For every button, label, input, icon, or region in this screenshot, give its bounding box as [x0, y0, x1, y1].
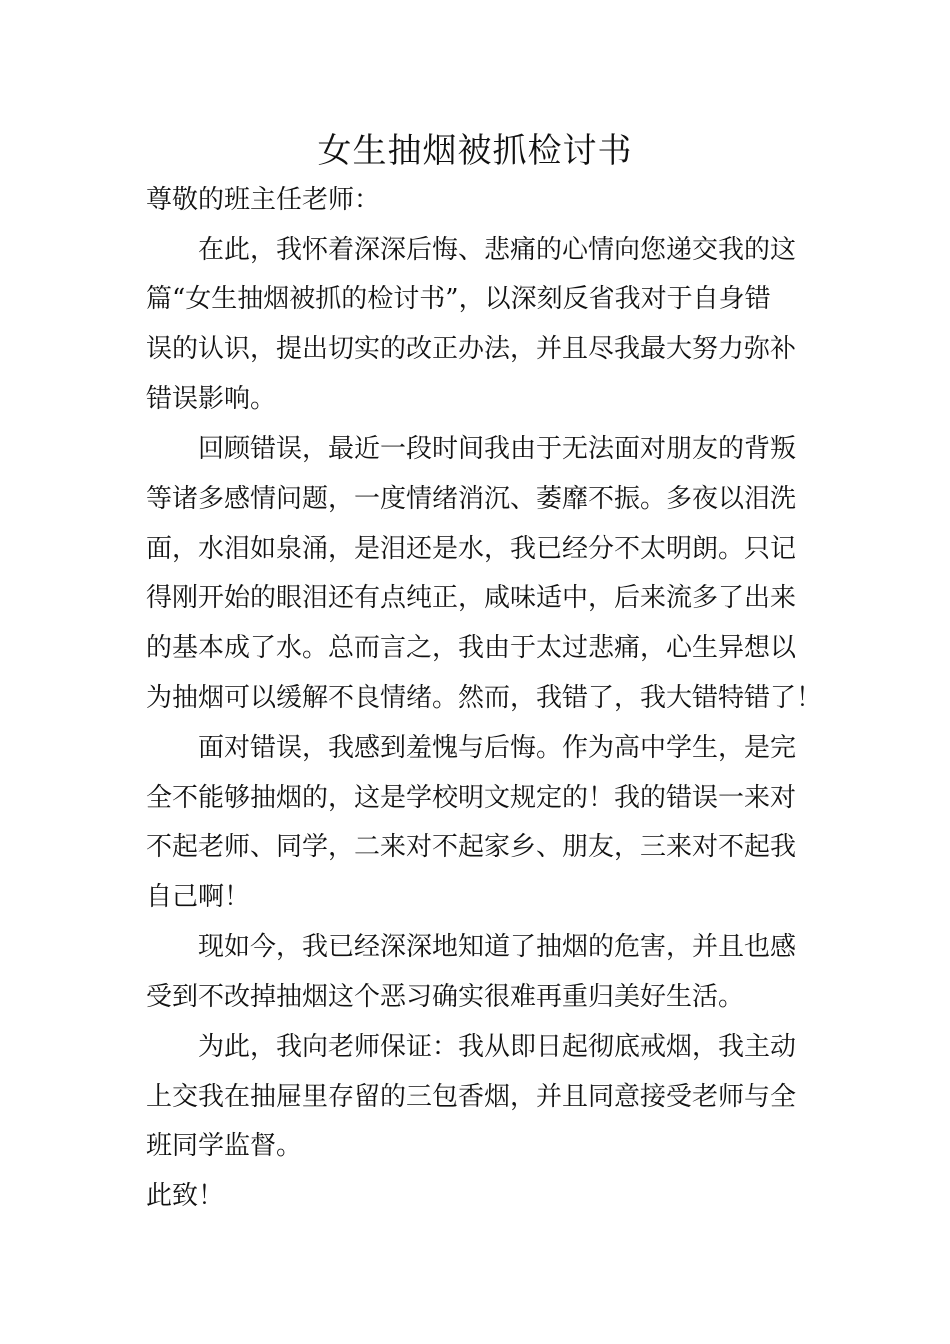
paragraph-line: 得刚开始的眼泪还有点纯正，咸味适中，后来流多了出来: [146, 583, 797, 613]
paragraph-line: 现如今，我已经深深地知道了抽烟的危害，并且也感: [198, 932, 797, 962]
paragraph-line: 等诸多感情问题，一度情绪消沉、萎靡不振。多夜以泪洗: [146, 484, 797, 514]
salutation: 尊敬的班主任老师：: [146, 185, 381, 215]
paragraph-line: 篇“女生抽烟被抓的检讨书”，以深刻反省我对于自身错: [146, 284, 771, 314]
paragraph-line: 在此，我怀着深深后悔、悲痛的心情向您递交我的这: [198, 235, 797, 265]
paragraph-line: 的基本成了水。总而言之，我由于太过悲痛，心生异想以: [146, 633, 797, 663]
paragraph-line: 面对错误，我感到羞愧与后悔。作为高中学生，是完: [198, 733, 797, 763]
paragraph-line: 班同学监督。: [146, 1131, 303, 1161]
closing-line: 此致！: [146, 1181, 225, 1211]
paragraph-line: 面，水泪如泉涌，是泪还是水，我已经分不太明朗。只记: [146, 534, 797, 564]
paragraph-line: 错误影响。: [146, 384, 277, 414]
document-title: 女生抽烟被抓检讨书: [317, 131, 633, 171]
paragraph-line: 自己啊！: [146, 882, 251, 912]
paragraph-line: 上交我在抽屉里存留的三包香烟，并且同意接受老师与全: [146, 1082, 797, 1112]
paragraph-line: 全不能够抽烟的，这是学校明文规定的！我的错误一来对: [146, 783, 797, 813]
paragraph-line: 误的认识，提出切实的改正办法，并且尽我最大努力弥补: [146, 334, 797, 364]
paragraph-line: 为抽烟可以缓解不良情绪。然而，我错了，我大错特错了！: [146, 683, 823, 713]
paragraph-line: 为此，我向老师保证：我从即日起彻底戒烟，我主动: [198, 1032, 797, 1062]
paragraph-line: 不起老师、同学，二来对不起家乡、朋友，三来对不起我: [146, 832, 797, 862]
paragraph-line: 回顾错误，最近一段时间我由于无法面对朋友的背叛: [198, 434, 797, 464]
paragraph-line: 受到不改掉抽烟这个恶习确实很难再重归美好生活。: [146, 982, 745, 1012]
